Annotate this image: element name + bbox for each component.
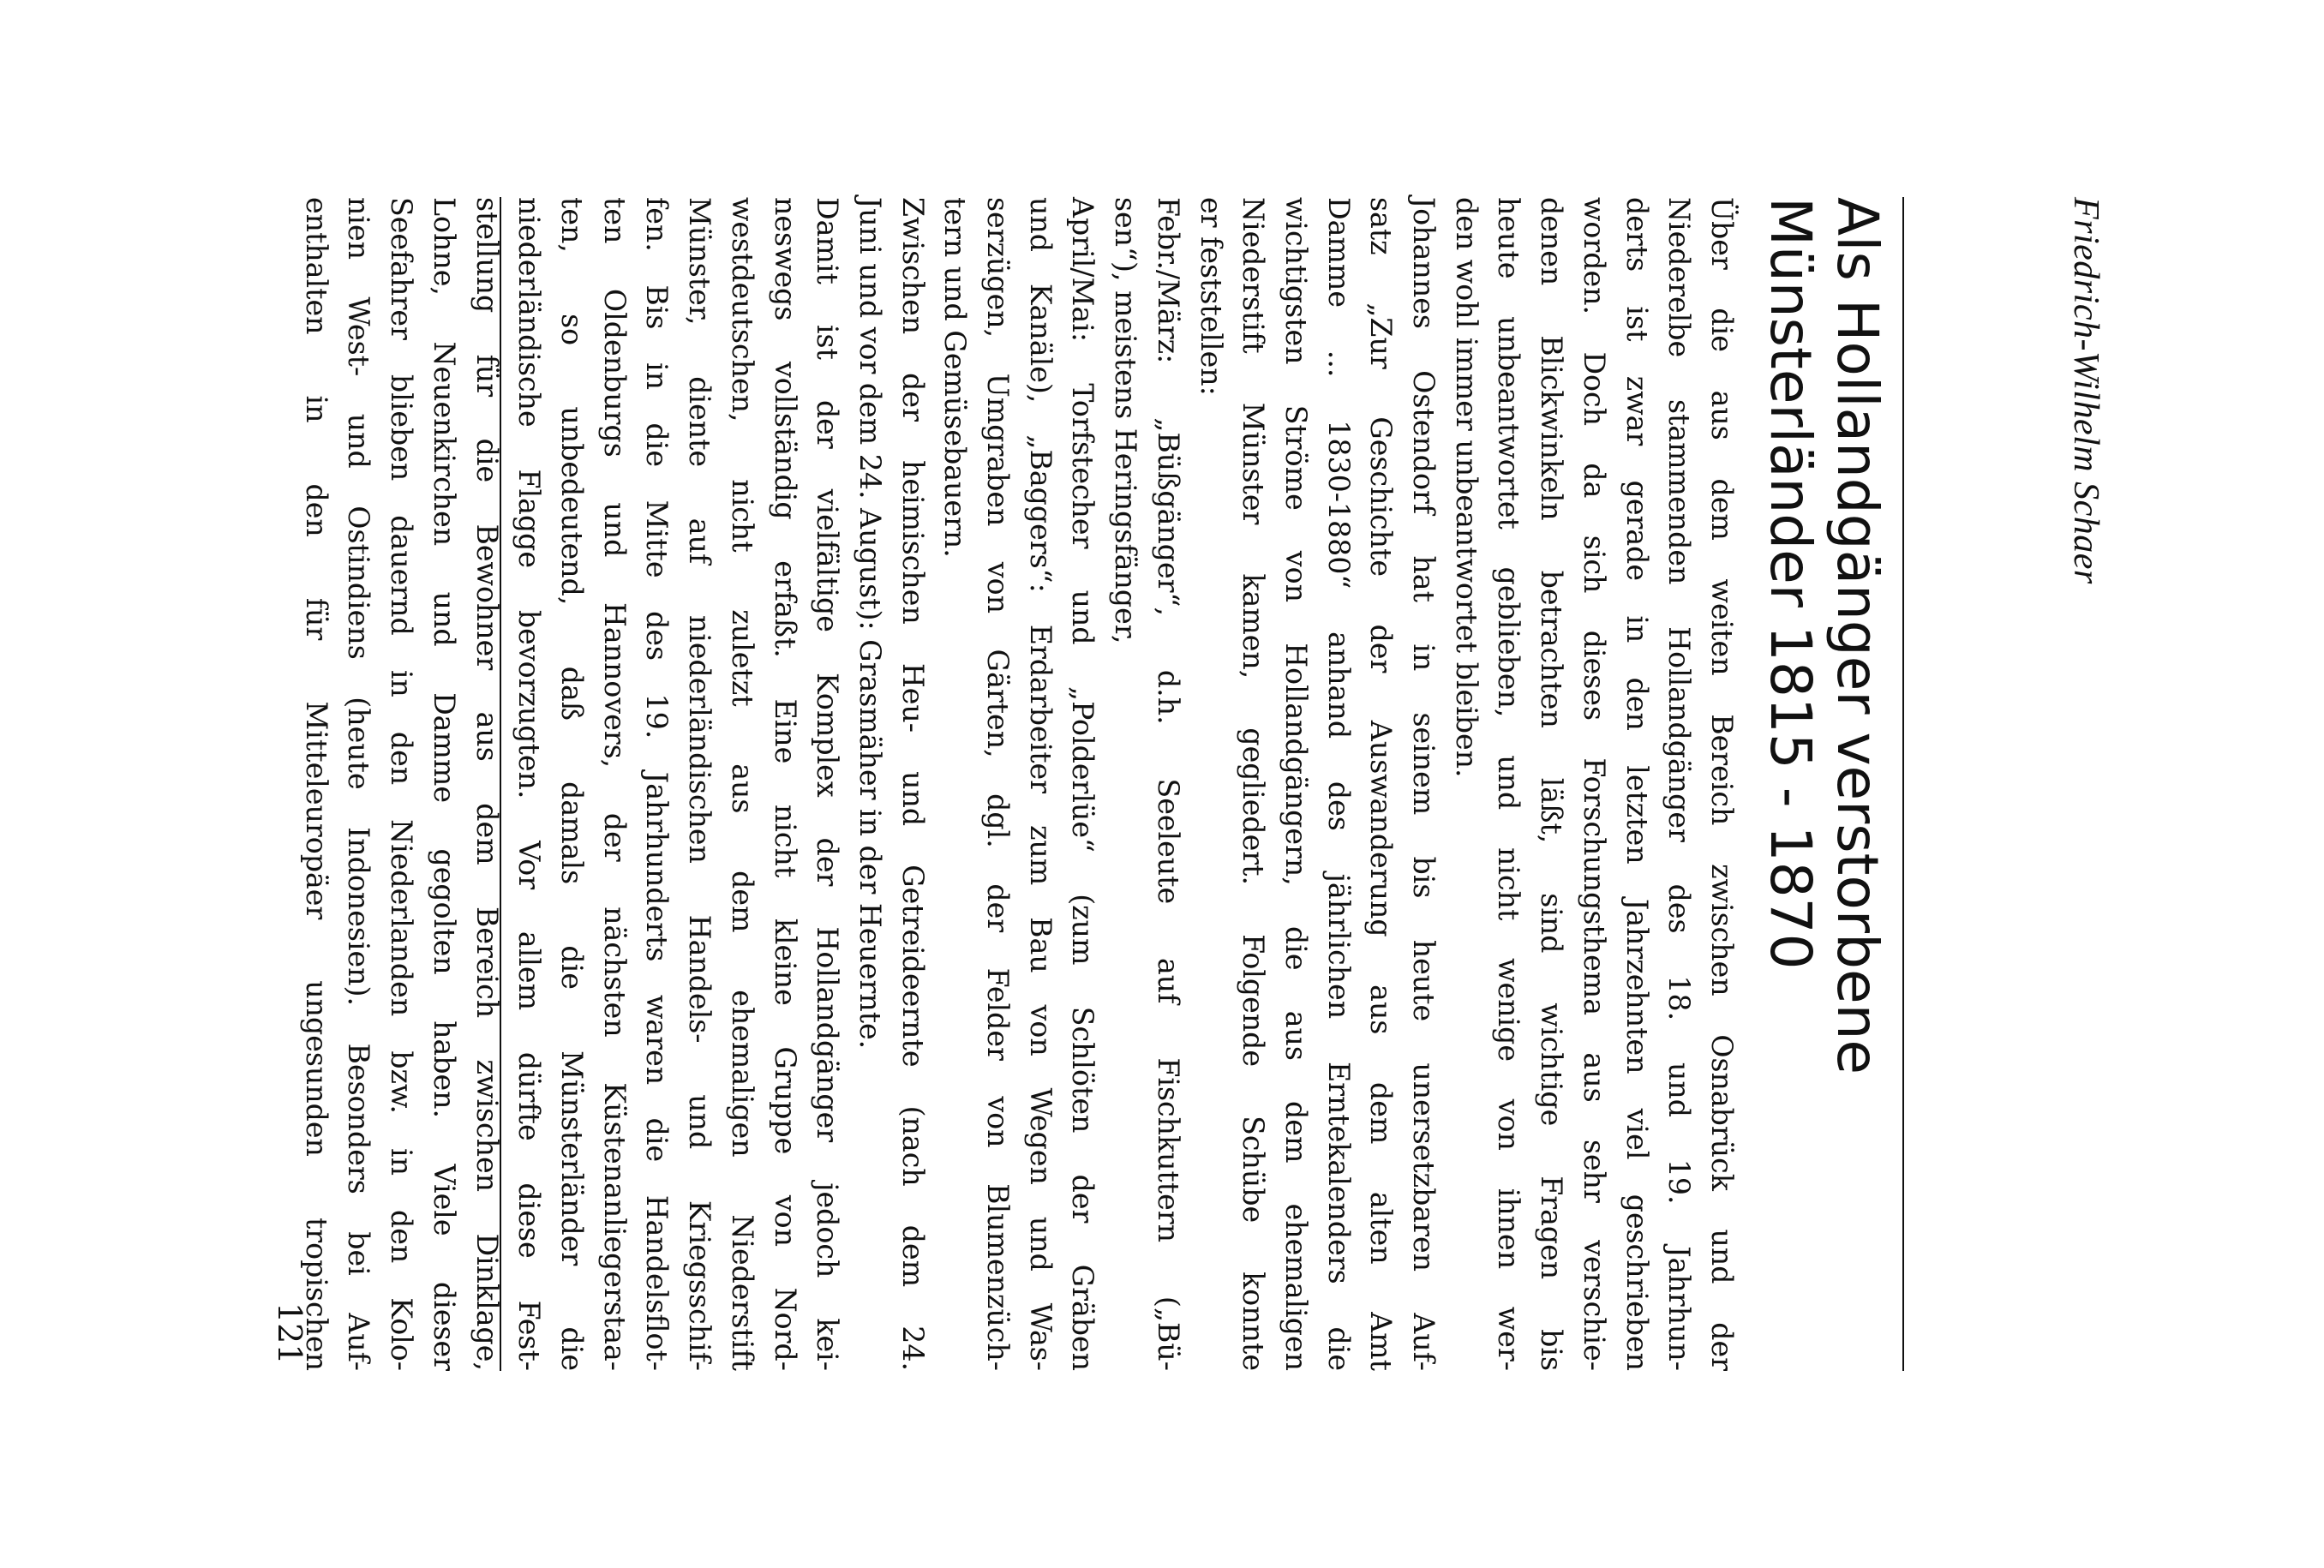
body-line: Niederstift Münster kamen, gegliedert. Folgende Schübe konnte <box>1237 197 1271 1371</box>
body-line: westdeutschen, nicht zuletzt aus dem ehemaligen Niederstift <box>725 197 759 1371</box>
body-line: Damit ist der vielfältige Komplex der Hollandgänger jedoch kei- <box>811 197 845 1371</box>
body-line: enthalten in den für Mitteleuropäer ungesunden tropischen <box>299 197 333 1371</box>
page-number: 121 <box>271 1302 308 1365</box>
body-line: nien West- und Ostindiens (heute Indonesien). Besonders bei Auf- <box>342 197 376 1371</box>
body-line: fen. Bis in die Mitte des 19. Jahrhunderts waren die Handelsflot- <box>640 197 674 1371</box>
body-line: satz „Zur Geschichte der Auswanderung aus dem alten Amt <box>1364 197 1399 1371</box>
body-line: Lohne, Neuenkirchen und Damme gegolten haben. Viele dieser <box>427 197 461 1371</box>
article-title <box>1757 197 1890 1371</box>
bottom-rule <box>500 197 501 1371</box>
body-line: ten, so unbedeutend, daß damals die Münsterländer die <box>555 197 590 1371</box>
body-line: serzügen, Umgraben von Gärten, dgl. der Felder von Blumenzüch- <box>981 197 1015 1371</box>
body-line: worden. Doch da sich dieses Forschungsthema aus sehr verschie- <box>1577 197 1611 1371</box>
body-line: Juni und vor dem 24. August): Grasmäher in der Heuernte. <box>853 197 887 1050</box>
top-rule <box>1902 197 1904 1371</box>
body-line: heute unbeantwortet geblieben, und nicht wenige von ihnen wer- <box>1492 197 1526 1371</box>
title-line-1: Als Hollandgänger verstorbene <box>1824 197 1890 1074</box>
body-line: denen Blickwinkeln betrachten läßt, sind wichtige Fragen bis <box>1535 197 1569 1371</box>
body-line: niederländische Flagge bevorzugten. Vor allem dürfte diese Fest- <box>512 197 547 1371</box>
body-line: ten Oldenburgs und Hannovers, der nächsten Küstenanliegerstaa- <box>597 197 632 1371</box>
body-line: Febr./März: „Büßgänger“, d.h. Seeleute auf Fischkuttern („Bü- <box>1151 197 1185 1371</box>
body-line: sen“), meistens Heringsfänger, <box>1109 197 1143 644</box>
body-line: derts ist zwar gerade in den letzten Jahrzehnten viel geschrieben <box>1620 197 1654 1371</box>
body-line: tern und Gemüsebauern. <box>938 197 973 558</box>
body-line: wichtigsten Ströme von Hollandgängern, die aus dem ehemaligen <box>1279 197 1313 1371</box>
body-line: Münster, diente auf niederländischen Handels- und Kriegsschif- <box>683 197 717 1371</box>
body-line: Johannes Ostendorf hat in seinem bis heute unersetzbaren Auf- <box>1407 197 1441 1371</box>
body-line: Zwischen der heimischen Heu- und Getreideernte (nach dem 24. <box>895 197 930 1371</box>
body-line: Niederelbe stammenden Hollandgänger des 18. und 19. Jahrhun- <box>1662 197 1697 1371</box>
body-line: stellung für die Bewohner aus dem Bereich zwischen Dinklage, <box>470 197 504 1371</box>
body-line: er feststellen: <box>1194 197 1228 396</box>
author-name: Friedrich-Wilhelm Schaer <box>2066 197 2105 584</box>
body-line: April/Mai: Torfstecher und „Polderlüe“ (zum Schlöten der Gräben <box>1066 197 1100 1371</box>
body-line: und Kanäle), „Baggers“: Erdarbeiter zum Bau von Wegen und Was- <box>1023 197 1057 1371</box>
body-line: den wohl immer unbeantwortet bleiben. <box>1449 197 1483 778</box>
body-line: Über die aus dem weiten Bereich zwischen Osnabrück und der <box>1705 197 1739 1371</box>
title-line-2: Münsterländer 1815 - 1870 <box>1758 197 1824 970</box>
body-line: Seefahrer blieben dauernd in den Niederlanden bzw. in den Kolo- <box>385 197 419 1371</box>
body-line: Damme ... 1830-1880“ anhand des jährlichen Erntekalenders die <box>1321 197 1356 1371</box>
rotated-text-column <box>231 197 2117 1371</box>
article-body <box>299 197 1743 1371</box>
body-line: neswegs vollständig erfaßt. Eine nicht kleine Gruppe von Nord- <box>768 197 802 1371</box>
